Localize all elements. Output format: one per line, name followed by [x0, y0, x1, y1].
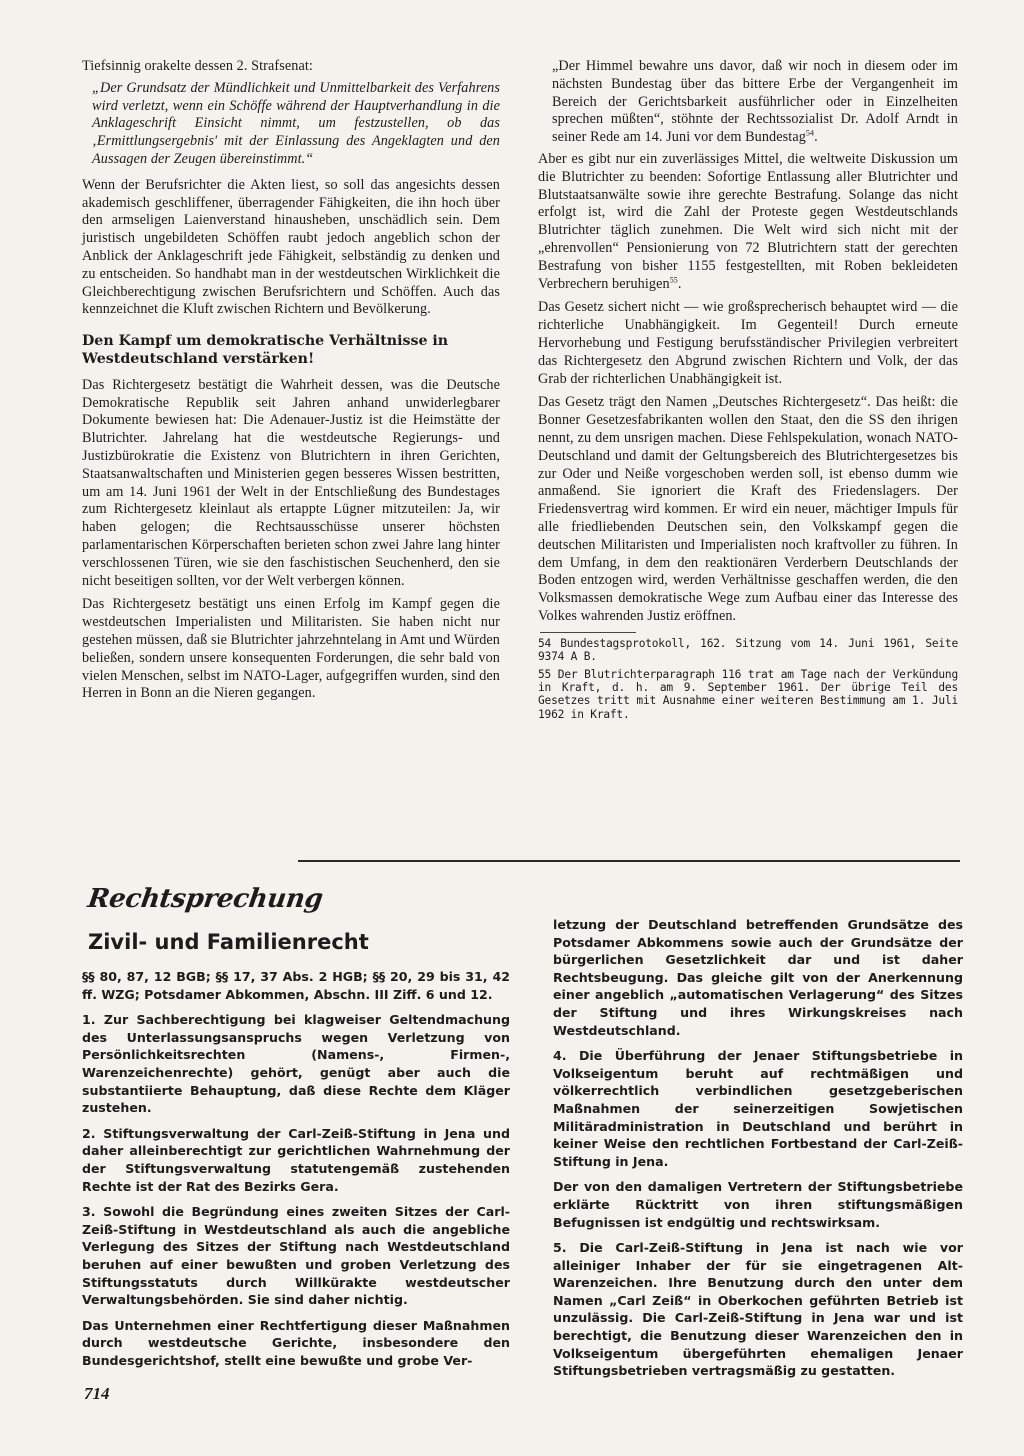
court-quote: „Der Grundsatz der Mündlichkeit und Unmittelbarkeit des Verfahrens wird verletzt, wenn ein Schöffe während der Hauptverhandlung in die Anklageschrift Einsicht nimmt, um festzustellen, ob das ‚Ermittlungsergebnis' mit der Einlassung des Angeklagten und den Aussagen der Zeugen übereinstimmt.“ [92, 79, 500, 167]
legal-references: §§ 80, 87, 12 BGB; §§ 17, 37 Abs. 2 HGB; §§ 20, 29 bis 31, 42 ff. WZG; Potsdamer Abkommen, Abschn. III Ziff. 6 und 12. [82, 969, 510, 1002]
paragraph: Aber es gibt nur ein zuverlässiges Mittel, die weltweite Diskussion um die Blutrichter zu beenden: Sofortige Entlassung aller Blutrichter und Blutstaatsanwälte sowie ihre gerechte Bestrafung. Solange das nicht erfolgt ist, wird die Zahl der Proteste gegen Westdeutschlands Blutrichter täglich zunehmen. Die Welt wird sich nicht mit der „ehrenvollen“ Pensionierung von 72 Blutrichtern statt der gerechten Bestrafung von bisher 1155 festgestellten, mit Roben bekleideten Verbrechern beruhigen$^{55}$. [538, 150, 958, 292]
footnote-divider [540, 632, 636, 633]
headnote: 5. Die Carl-Zeiß-Stiftung in Jena ist nach wie vor alleiniger Inhaber der für sie eingetragenen Alt-Warenzeichen. Ihre Benutzung durch den unter dem Namen „Carl Zeiß“ in Oberkochen geführten Betrieb ist unzulässig. Die Carl-Zeiß-Stiftung in Jena war und ist berechtigt, die Benutzung dieser Warenzeichen den in Volkseigentum übergeführten ehemaligen Jenaer Stiftungsbetrieben vertragsmäßig zu gestatten. [553, 1240, 963, 1379]
subsection-title: Zivil- und Familienrecht [88, 930, 369, 954]
page-number: 714 [84, 1384, 110, 1403]
footnote: 55 Der Blutrichterparagraph 116 trat am Tage nach der Verkündung in Kraft, d. h. am 9. September 1961. Der übrige Teil des Gesetzes tritt mit Ausnahme einer weiteren Bestimmung am 1. Juli 1962 in Kraft. [538, 667, 958, 721]
paragraph: Das Gesetz sichert nicht — wie großsprecherisch behauptet wird — die richterliche Unabhängigkeit. Im Gegenteil! Durch erneute Hervorhebung und Festigung berufsständischer Privilegien verbreitert das Richtergesetz den Abgrund zwischen Richtern und Volk, der das Grab der richterlichen Unabhängigkeit ist. [538, 299, 958, 387]
paragraph: Das Richtergesetz bestätigt die Wahrheit dessen, was die Deutsche Demokratische Republik seit Jahren anhand unwiderlegbarer Dokumente bewiesen hat: Die Adenauer-Justiz ist die Heimstätte der Blutrichter. Jahrelang hat die westdeutsche Regierungs- und Justizbürokratie die Existenz von Blutrichtern in ihren Gerichten, Staatsanwaltschaften und Ministerien gegen besseres Wissen bestritten, um am 14. Juni 1961 der Welt in der Entschließung des Bundestages zum Richtergesetz kleinlaut als ertappte Lügner mitzuteilen: Ja, wir haben gelogen; die Rechtsausschüsse unserer höchsten parlamentarischen Körperschaften berieten schon zwei Jahre lang hinter verschlossenen Türen, wie sie den faschistischen Seuchenherd, den sie nicht beseitigen sollten, vor der Welt verbergen können. [82, 376, 500, 589]
footnote-ref: 54 [805, 128, 815, 138]
section-heading: Den Kampf um demokratische Verhältnisse in Westdeutschland verstärken! [82, 333, 449, 367]
footnote: 54 Bundestagsprotokoll, 162. Sitzung vom 14. Juni 1961, Seite 9374 A B. [538, 636, 958, 664]
top-right-column [538, 58, 958, 725]
paragraph: Das Gesetz trägt den Namen „Deutsches Richtergesetz“. Das heißt: die Bonner Gesetzesfabrikanten wollen den Staat, den die SS den ihrigen nennt, zu dem unsrigen machen. Diese Fehlspekulation, wonach NATO-Deutschland und damit der Geltungsbereich des Blutrichtergesetzes bis zur Oder und Neiße vorgeschoben werden soll, ist ebenso dumm wie anmaßend. Sie ignoriert die Kraft des Friedenslagers. Der Friedensvertrag wird kommen. Er wird ein neuer, mächtiger Impuls für alle friedliebenden Deutschen sein, den Volkskampf gegen die deutschen Militaristen und Imperialisten noch kraftvoller zu führen. In dem Umfang, in dem den reaktionären Verderbern Deutschlands der Boden entzogen wird, werden Verhältnisse geschaffen werden, die den Volksmassen demokratische Wege zum Aufbau einer das Interesse des Volkes wahrenden Justiz eröffnen. [538, 394, 958, 624]
paragraph: Das Richtergesetz bestätigt uns einen Erfolg im Kampf gegen die westdeutschen Imperialisten und Militaristen. Sie haben nicht nur gestehen müssen, daß sie Blutrichter jahrzehntelang in Amt und Würden beließen, sondern unsere konsequenten Forderungen, die sehr bald von vielen Menschen, selbst im NATO-Lager, aufgegriffen wurden, sind den Herren in Bonn an die Nieren gegangen. [82, 596, 500, 702]
bottom-left-column [82, 936, 510, 1377]
headnote: 2. Stiftungsverwaltung der Carl-Zeiß-Stiftung in Jena und daher alleinberechtigt zur gerichtlichen Wahrnehmung der der Stiftungsverwaltung statutengemäß zustehenden Rechte ist der Rat des Bezirks Gera. [82, 1125, 510, 1194]
paragraph: Wenn der Berufsrichter die Akten liest, so soll das angesichts dessen akademisch geschliffener, überragender Fähigkeiten, die ihn hoch über den armseligen Laienverstand hinausheben, unschädlich sein. Dem juristisch ungebildeten Schöffen raubt jedoch angeblich schon der Anblick der Anklageschrift jede Fähigkeit, selbständig zu denken und zu entscheiden. So handhabt man in der westdeutschen Wirklichkeit die Gleichberechtigung zwischen Berufsrichtern und Schöffen. Auch das kennzeichnet die Kluft zwischen Richtern und Bevölkerung. [82, 176, 500, 318]
bottom-right-column [553, 916, 963, 1388]
headnote: letzung der Deutschland betreffenden Grundsätze des Potsdamer Abkommens sowie auch der Grundsätze der bürgerlichen Gesetzlichkeit dar und ist daher Rechtsbeugung. Das gleiche gilt von der Anerkennung einer angeblich „automatischen Verlagerung“ des Sitzes der Stiftung und ihres Wirkungskreises nach Westdeutschland. [553, 917, 963, 1038]
paragraph-text: Aber es gibt nur ein zuverlässiges Mittel, die weltweite Diskussion um die Blutrichter zu beenden: Sofortige Entlassung aller Blutrichter und Blutstaatsanwälte sowie ihre gerechte Bestrafung. Solange das nicht erfolgt ist, wird die Zahl der Proteste gegen Westdeutschlands Blutrichter täglich zunehmen. Die Welt wird sich nicht mit der „ehrenvollen“ Pensionierung von 72 Blutrichtern statt der gerechten Bestrafung von bisher 1155 festgestellten, mit Roben bekleideten Verbrechern beruhigen [538, 150, 958, 292]
section-divider [298, 860, 960, 862]
headnote: 4. Die Überführung der Jenaer Stiftungsbetriebe in Volkseigentum beruht auf rechtmäßigen und völkerrechtlich verbindlichen gesetzgeberischen Maßnahmen der seinerzeitigen Sowjetischen Militäradministration in Deutschland und berührt in keiner Weise den rechtlichen Fortbestand der Carl-Zeiß-Stiftung in Jena. [553, 1048, 963, 1169]
arndt-quote: „Der Himmel bewahre uns davor, daß wir noch in diesem oder im nächsten Bundestag über das bittere Erbe der Vergangenheit im Bereich der Gerichtsbarkeit ausführlicher oder in Einzelheiten sprechen müßten“, stöhnte der Rechtssozialist Dr. Adolf Arndt in seiner Rede am 14. Juni vor dem Bundestag$^{54}$. [552, 58, 958, 146]
top-left-column [82, 58, 500, 709]
section-title: Rechtsprechung [85, 884, 325, 914]
footnote-ref: 55 [669, 274, 678, 284]
intro-line: Tiefsinnig orakelte dessen 2. Strafsenat: [82, 58, 313, 74]
headnote: Der von den damaligen Vertretern der Stiftungsbetriebe erklärte Rücktritt von ihren stiftungsmäßigen Befugnissen ist endgültig und rechtswirksam. [553, 1179, 963, 1230]
headnote: 1. Zur Sachberechtigung bei klagweiser Geltendmachung des Unterlassungsanspruchs wegen Verletzung von Persönlichkeitsrechten (Namens-, Firmen-, Warenzeichenrechte) gehört, genügt aber auch die substantiierte Behauptung, daß diese Rechte dem Kläger zustehen. [82, 1012, 510, 1116]
quote-text: „Der Himmel bewahre uns davor, daß wir noch in diesem oder im nächsten Bundestag über das bittere Erbe der Vergangenheit im Bereich der Gerichtsbarkeit ausführlicher oder in Einzelheiten sprechen müßten“, stöhnte der Rechtssozialist Dr. Adolf Arndt in seiner Rede am 14. Juni vor dem Bundestag [552, 58, 958, 146]
headnote: Das Unternehmen einer Rechtfertigung dieser Maßnahmen durch westdeutsche Gerichte, insbesondere den Bundesgerichtshof, stellt eine bewußte und grobe Ver- [82, 1317, 510, 1368]
headnote: 3. Sowohl die Begründung eines zweiten Sitzes der Carl-Zeiß-Stiftung in Westdeutschland als auch die angebliche Verlegung des Sitzes der Stiftung nach Westdeutschland beruhen auf einer bewußten und groben Verletzung des Stiftungsstatuts durch Willkürakte westdeutscher Verwaltungsbehörden. Sie sind daher nichtig. [82, 1204, 510, 1308]
